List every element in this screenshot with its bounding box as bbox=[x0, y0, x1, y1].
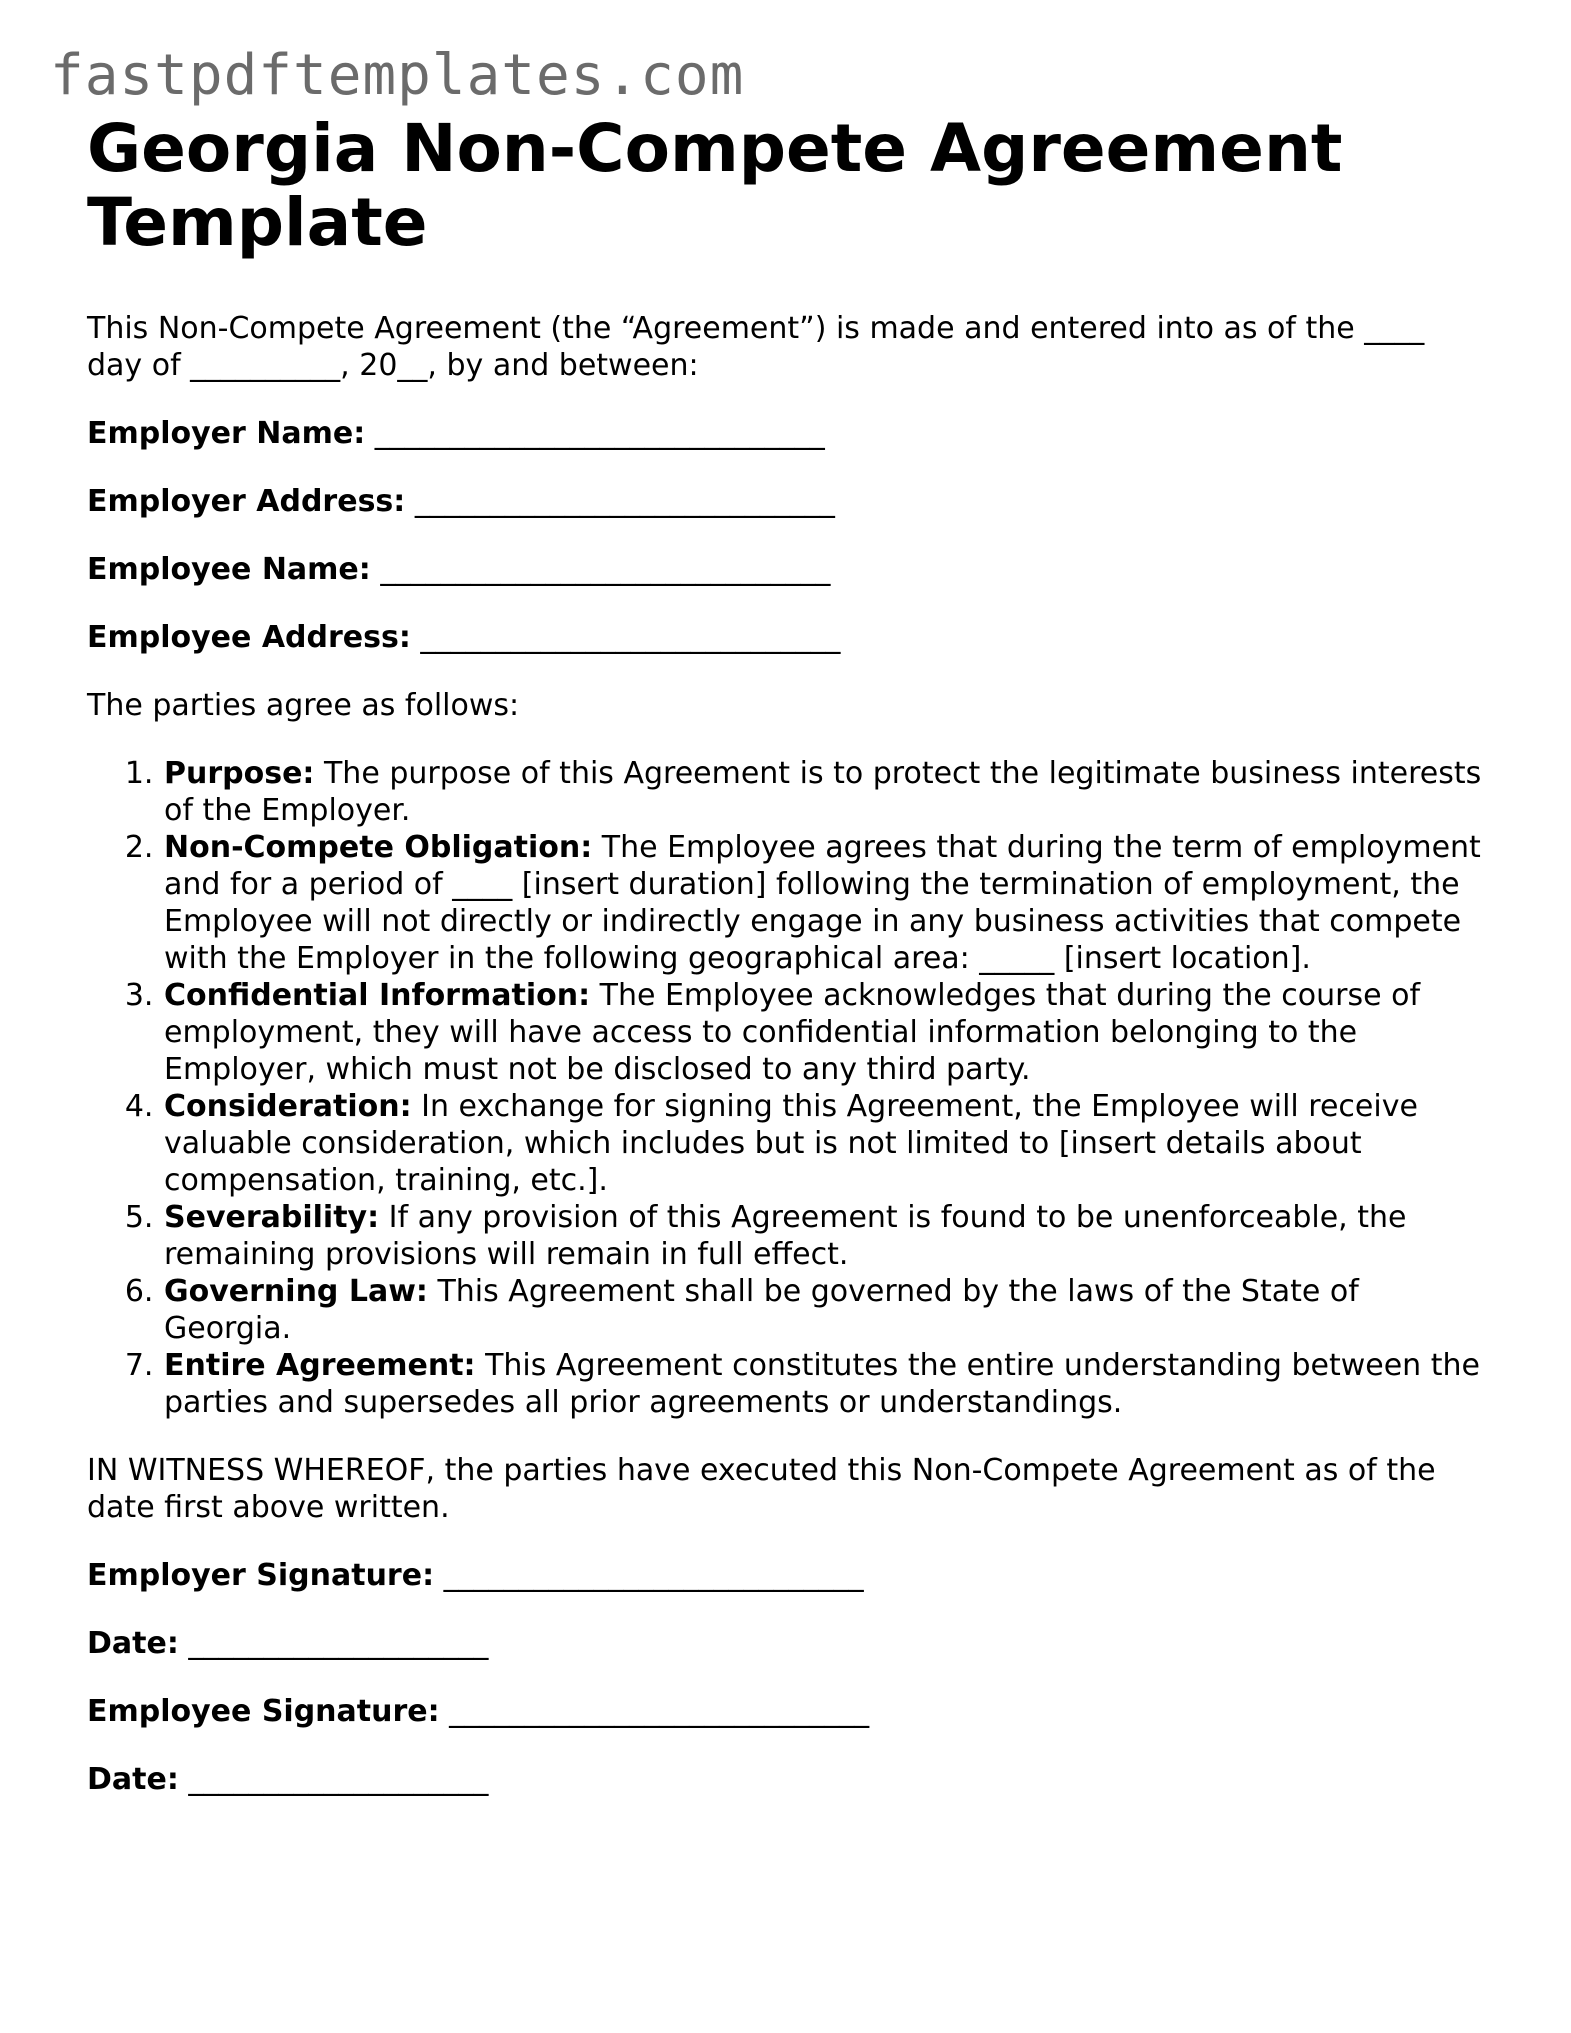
clause-heading: Non-Compete Obligation: bbox=[164, 830, 593, 865]
clause-non-compete bbox=[163, 829, 1487, 977]
employer-date-field bbox=[87, 1625, 1487, 1662]
field-label: Employee Name: bbox=[87, 552, 371, 587]
clause-heading: Entire Agreement: bbox=[164, 1348, 476, 1383]
clause-heading: Purpose: bbox=[164, 756, 315, 791]
field-blank[interactable]: ____________________________ bbox=[420, 620, 841, 655]
employee-address-field bbox=[87, 619, 1487, 656]
clause-text: This Agreement constitutes the entire understanding between the parties and supersedes all prior agreements or understandings. bbox=[164, 1348, 1480, 1420]
clause-text: The Employee acknowledges that during the course of employment, they will have access to confidential information belonging to the Employer, which must not be disclosed to any third party. bbox=[164, 978, 1421, 1087]
intro-paragraph: This Non-Compete Agreement (the “Agreement”) is made and entered into as of the ____ day of __________, 20__, by and between: bbox=[87, 311, 1425, 383]
clause-heading: Consideration: bbox=[164, 1089, 412, 1124]
field-blank[interactable]: ____________________________ bbox=[449, 1694, 870, 1729]
employee-signature-field bbox=[87, 1693, 1487, 1730]
clause-severability bbox=[163, 1199, 1487, 1273]
employer-signature-field bbox=[87, 1557, 1487, 1594]
field-blank[interactable]: ____________________________ bbox=[414, 484, 835, 519]
clause-governing-law bbox=[163, 1273, 1487, 1347]
clause-text: The purpose of this Agreement is to protect the legitimate business interests of the Employer. bbox=[164, 756, 1482, 828]
clause-text: If any provision of this Agreement is found to be unenforceable, the remaining provisions will remain in full effect. bbox=[164, 1200, 1407, 1272]
field-label: Employer Signature: bbox=[87, 1558, 435, 1593]
clause-consideration bbox=[163, 1088, 1487, 1199]
field-label: Employee Address: bbox=[87, 620, 411, 655]
agree-text: The parties agree as follows: bbox=[87, 688, 520, 723]
clause-purpose bbox=[163, 755, 1487, 829]
employee-date-field bbox=[87, 1761, 1487, 1798]
field-label: Date: bbox=[87, 1762, 179, 1797]
field-label: Employer Name: bbox=[87, 416, 366, 451]
field-blank[interactable]: ____________________ bbox=[188, 1626, 489, 1661]
clause-heading: Governing Law: bbox=[164, 1274, 428, 1309]
clause-confidential bbox=[163, 977, 1487, 1088]
witness-paragraph: IN WITNESS WHEREOF, the parties have executed this Non-Compete Agreement as of the date first above written. bbox=[87, 1453, 1436, 1525]
field-label: Employer Address: bbox=[87, 484, 406, 519]
clause-text: In exchange for signing this Agreement, the Employee will receive valuable consideration, which includes but is not limited to [insert details about compensation, training, etc.]. bbox=[164, 1089, 1418, 1198]
field-blank[interactable]: ______________________________ bbox=[380, 552, 831, 587]
employee-name-field bbox=[87, 551, 1487, 588]
field-label: Employee Signature: bbox=[87, 1694, 440, 1729]
field-blank[interactable]: ____________________________ bbox=[443, 1558, 864, 1593]
document bbox=[87, 112, 1487, 1798]
clause-text: This Agreement shall be governed by the laws of the State of Georgia. bbox=[164, 1274, 1359, 1346]
field-blank[interactable]: ______________________________ bbox=[374, 416, 825, 451]
clause-list bbox=[87, 755, 1487, 1421]
clause-text: The Employee agrees that during the term of employment and for a period of ____ [insert duration] following the termination of employment, the Employee will not directly or indirectly engage in any business activities that compete with the Employer in the following geographical area: _____ [insert location]. bbox=[164, 830, 1481, 976]
field-blank[interactable]: ____________________ bbox=[188, 1762, 489, 1797]
clause-heading: Severability: bbox=[164, 1200, 380, 1235]
employer-name-field bbox=[87, 415, 1487, 452]
document-title: Georgia Non-Compete Agreement Template bbox=[87, 110, 1343, 261]
field-label: Date: bbox=[87, 1626, 179, 1661]
employer-address-field bbox=[87, 483, 1487, 520]
clause-entire-agreement bbox=[163, 1347, 1487, 1421]
watermark: fastpdftemplates.com bbox=[50, 43, 745, 108]
clause-heading: Confidential Information: bbox=[164, 978, 591, 1013]
